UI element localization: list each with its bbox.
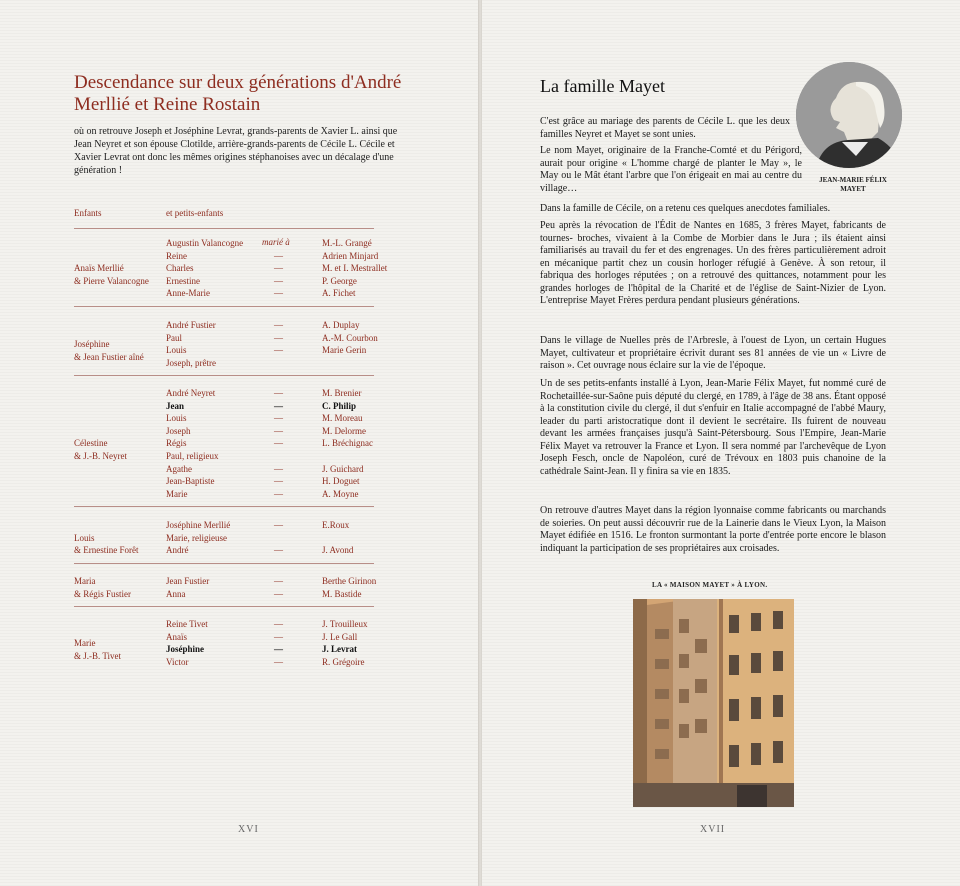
left-page bbox=[0, 0, 478, 886]
maison-mayet-illustration bbox=[633, 599, 794, 807]
grandchild-name: André Neyret bbox=[166, 388, 216, 398]
spouse-name: M. Brenier bbox=[322, 388, 362, 398]
grandchild-name: Reine Tivet bbox=[166, 619, 208, 629]
parent-name: & J.-B. Neyret bbox=[74, 451, 127, 461]
spouse-name: M.-L. Grangé bbox=[322, 238, 372, 248]
dash-separator: — bbox=[274, 488, 283, 499]
dash-separator: — bbox=[274, 619, 283, 629]
dash-separator: — bbox=[274, 631, 283, 642]
grandchild-name: Marie bbox=[166, 488, 188, 499]
group-divider bbox=[74, 563, 374, 564]
grandchild-name: Reine bbox=[166, 250, 187, 261]
parent-name: Maria bbox=[74, 576, 96, 586]
dash-separator: — bbox=[274, 332, 283, 343]
dash-separator: — bbox=[274, 656, 283, 667]
grandchild-name: Paul bbox=[166, 332, 183, 343]
grandchild-name: Joséphine Merllié bbox=[166, 520, 231, 530]
paragraph-4: Peu après la révocation de l'Édit de Nantes en 1685, 3 frères Mayet, fabricants de tournes- broches, vivaient à la Combe de Morbier dans le Jura ; ils étaient ainsi familiarisés au travail du fer et des engrenages. Un des frères particulièrement adroit en mécanique partit chez un cousin horloger réfugié à Genève. À son retour, il fabriqua des horloges réputées ; on a retrouvé des quittances, notamment pour les grandes horloges de l'hôpital de la Charité et de l'église de Saint-Nizier de Lyon. L'entreprise Mayet Frères perdura pendant plusieurs générations. bbox=[540, 220, 886, 306]
dash-separator: — bbox=[274, 463, 283, 474]
dash-separator: — bbox=[274, 345, 283, 356]
dash-separator: — bbox=[274, 644, 283, 655]
spouse-name: Berthe Girinon bbox=[322, 576, 377, 586]
group-divider bbox=[74, 375, 374, 376]
spouse-name: J. Le Gall bbox=[322, 631, 358, 642]
spouse-name: L. Bréchignac bbox=[322, 438, 373, 449]
spouse-name: M. Delorme bbox=[322, 425, 366, 436]
paragraph-7: On retrouve d'autres Mayet dans la région lyonnaise comme fabricants ou marchands de soieries. On peut aussi découvrir rue de la Lainerie dans le Vieux Lyon, la Maison Mayet édifiée en 1516. Le fronton surmontant la porte d'entrée porte encore le blason indiquant la participation de ses propriétaires aux croisades. bbox=[540, 505, 886, 554]
dash-separator: — bbox=[274, 320, 283, 330]
grandchild-name: Augustin Valancogne bbox=[166, 238, 244, 248]
paragraph-5: Dans le village de Nuelles près de l'Arbresle, à l'ouest de Lyon, un certain Hugues Mayet, cultivateur et propriétaire écrivit durant ses 81 années de vie un « Livre de raison ». Cet ouvrage nous éclaire sur la vie de l'époque. bbox=[540, 335, 886, 371]
grandchild-name: Anna bbox=[166, 588, 186, 599]
grandchild-name: Agathe bbox=[166, 463, 192, 474]
grandchild-name: Anaïs bbox=[166, 631, 187, 642]
parent-name: Célestine bbox=[74, 438, 108, 449]
page-number-left: XVI bbox=[238, 824, 259, 835]
group-divider bbox=[74, 506, 374, 507]
grandchild-name: Victor bbox=[166, 656, 189, 667]
page-number-right: XVII bbox=[700, 824, 726, 835]
spouse-name: J. Levrat bbox=[322, 644, 357, 655]
dash-separator: — bbox=[274, 438, 283, 449]
dash-separator: — bbox=[274, 425, 283, 436]
spouse-name: E.Roux bbox=[322, 520, 350, 530]
dash-separator: — bbox=[274, 400, 283, 411]
dash-separator: — bbox=[274, 250, 283, 261]
grandchild-name: Louis bbox=[166, 345, 187, 356]
spouse-name: Adrien Minjard bbox=[322, 250, 379, 261]
portrait-engraving bbox=[796, 62, 902, 168]
spouse-name: J. Avond bbox=[322, 545, 354, 556]
portrait-image bbox=[796, 62, 902, 168]
parent-name: Joséphine bbox=[74, 338, 110, 349]
dash-separator: — bbox=[274, 476, 283, 487]
grandchild-name: Paul, religieux bbox=[166, 451, 219, 461]
header-rule bbox=[74, 228, 374, 229]
spouse-name: J. Trouilleux bbox=[322, 619, 368, 629]
spouse-name: P. George bbox=[322, 275, 357, 286]
header-grandchildren: et petits-enfants bbox=[166, 208, 224, 218]
married-label: marié à bbox=[262, 237, 290, 247]
photo-caption: LA « MAISON MAYET » À LYON. bbox=[652, 581, 768, 589]
spouse-name: M. et I. Mestrallet bbox=[322, 263, 388, 274]
grandchild-name: Joseph bbox=[166, 425, 191, 436]
mayet-title: La famille Mayet bbox=[540, 76, 665, 96]
spouse-name: A. Fichet bbox=[322, 288, 356, 299]
spouse-name: H. Doguet bbox=[322, 476, 360, 487]
parent-name: Louis bbox=[74, 532, 95, 543]
spouse-name: A. Duplay bbox=[322, 320, 360, 330]
paragraph-1: C'est grâce au mariage des parents de Cécile L. que les deux familles Neyret et Mayet se sont unies. bbox=[540, 116, 790, 140]
parent-name: & Ernestine Forêt bbox=[74, 545, 139, 556]
dash-separator: — bbox=[274, 388, 283, 398]
maison-mayet-photo bbox=[633, 599, 794, 807]
grandchild-name: Charles bbox=[166, 263, 194, 274]
dash-separator: — bbox=[274, 520, 283, 530]
spouse-name: J. Guichard bbox=[322, 463, 364, 474]
spouse-name: A. Moyne bbox=[322, 488, 359, 499]
dash-separator: — bbox=[274, 545, 283, 556]
grandchild-name: Anne-Marie bbox=[166, 288, 210, 299]
parent-name: & Pierre Valancogne bbox=[74, 275, 149, 286]
header-children: Enfants bbox=[74, 208, 102, 218]
dash-separator: — bbox=[274, 576, 283, 586]
grandchild-name: André bbox=[166, 545, 189, 556]
group-divider bbox=[74, 306, 374, 307]
grandchild-name: Ernestine bbox=[166, 275, 200, 286]
parent-name: & J.-B. Tivet bbox=[74, 650, 122, 661]
dash-separator: — bbox=[274, 588, 283, 599]
spouse-name: R. Grégoire bbox=[322, 656, 365, 667]
grandchild-name: Régis bbox=[166, 438, 187, 449]
grandchild-name: André Fustier bbox=[166, 320, 216, 330]
grandchild-name: Jean bbox=[166, 400, 184, 411]
dash-separator: — bbox=[274, 263, 283, 274]
spouse-name: A.-M. Courbon bbox=[322, 332, 378, 343]
group-divider bbox=[74, 606, 374, 607]
grandchild-name: Jean-Baptiste bbox=[166, 476, 215, 487]
paragraph-3: Dans la famille de Cécile, on a retenu ces quelques anecdotes familiales. bbox=[540, 203, 831, 214]
grandchild-name: Joséphine bbox=[166, 644, 205, 655]
grandchild-name: Marie, religieuse bbox=[166, 532, 227, 543]
paragraph-2: Le nom Mayet, originaire de la Franche-Comté et du Périgord, aurait pour origine « L'homme chargé de planter le May », le May ou le Mât étant l'arbre que l'on érigeait en mai au centre du village… bbox=[540, 145, 802, 194]
dash-separator: — bbox=[274, 288, 283, 299]
genealogy-intro: où on retrouve Joseph et Joséphine Levrat, grands-parents de Xavier L. ainsi que Jean Neyret et son épouse Clotilde, arrière-grands-parents de Cécile L. Cécile et Xavier Levrat ont donc les mêmes origines stéphanoises avec un décalage d'une génération ! bbox=[74, 126, 398, 176]
paragraph-6: Un de ses petits-enfants installé à Lyon, Jean-Marie Félix Mayet, fut nommé curé de Rochetaillée-sur-Saône puis député du clergé, en 1789, à l'âge de 38 ans. Étant opposé à la constitution civile du clergé, il dut s'enfuir en Italie accompagné de l'abbé Maury, leader du parti aristocratique dont il devient le secrétaire. Ils fuirent de nouveau devant les armées françaises jusqu'à Saint-Pétersbourg. Sous l'Empire, Jean-Marie Félix Mayet va retrouver la France et Lyon. Il sera nommé par l'archevêque de Lyon Joseph Fesch, oncle de Napoléon, curé de Trévoux en 1803 puis chanoine de la cathédrale Saint-Jean. Il y finira sa vie en 1835. bbox=[540, 378, 886, 477]
spouse-name: Marie Gerin bbox=[322, 345, 367, 356]
parent-name: Anaïs Merllié bbox=[74, 263, 124, 274]
grandchild-name: Jean Fustier bbox=[166, 576, 210, 586]
parent-name: & Régis Fustier bbox=[74, 588, 132, 599]
portrait-caption: JEAN-MARIE FÉLIX MAYET bbox=[819, 176, 887, 193]
spouse-name: C. Philip bbox=[322, 400, 357, 411]
spouse-name: M. Moreau bbox=[322, 413, 363, 424]
grandchild-name: Louis bbox=[166, 413, 187, 424]
parent-name: Marie bbox=[74, 637, 96, 648]
spouse-name: M. Bastide bbox=[322, 588, 362, 599]
dash-separator: — bbox=[274, 413, 283, 424]
parent-name: & Jean Fustier aîné bbox=[74, 351, 144, 362]
grandchild-name: Joseph, prêtre bbox=[166, 357, 216, 368]
dash-separator: — bbox=[274, 275, 283, 286]
genealogy-title: Descendance sur deux générations d'André Merllié et Reine Rostain bbox=[74, 72, 402, 115]
